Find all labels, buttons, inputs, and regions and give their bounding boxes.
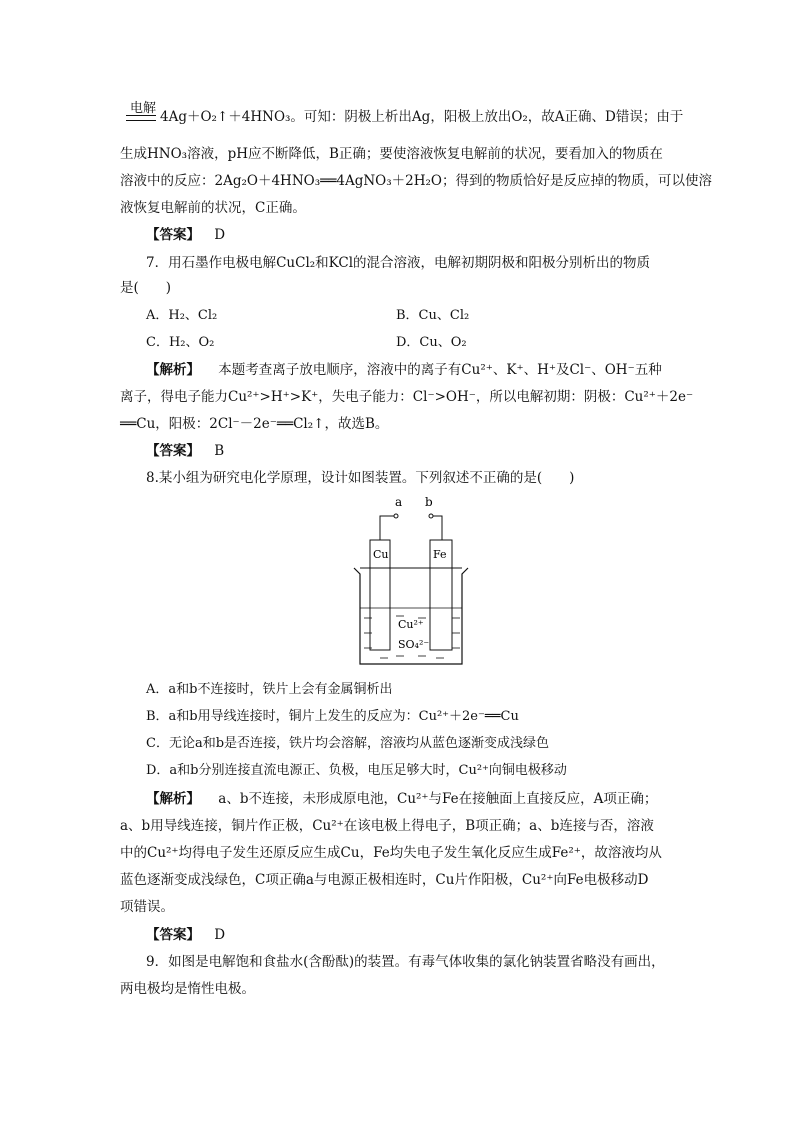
terminal-b: [429, 514, 433, 518]
wire-a: [380, 516, 394, 540]
fe-label: Fe: [433, 548, 447, 561]
question-stem: 9．如图是电解饱和食盐水(含酚酞)的装置。有毒气体收集的氯化钠装置省略没有画出，: [146, 954, 665, 970]
cu-label: Cu: [373, 548, 389, 561]
text-line: 液恢复电解前的状况，C正确。: [120, 200, 306, 216]
analysis-text: a、b用导线连接，铜片作正极，Cu²⁺在该电极上得电子，B项正确；a、b连接与否，溶液: [120, 818, 654, 834]
answer-line: [146, 926, 706, 944]
option-a: A．H₂、Cl₂: [146, 308, 218, 323]
analysis-tag: 【解析】: [146, 362, 200, 378]
analysis-text: a、b不连接，未形成原电池，Cu²⁺与Fe在接触面上直接反应，A项正确；: [218, 791, 658, 807]
analysis-text: 离子，得电子能力Cu²⁺>H⁺>K⁺，失电子能力：Cl⁻>OH⁻，所以电解初期：阴极：Cu²⁺＋2e⁻: [120, 389, 694, 405]
wire-b: [433, 516, 442, 540]
text-line: 4Ag＋O₂↑＋4HNO₃。可知：阴极上析出Ag，阳极上放出O₂，故A正确、D错误；由于: [160, 109, 684, 125]
option-c: C．无论a和b是否连接，铁片均会溶解，溶液均从蓝色逐渐变成浅绿色: [146, 736, 550, 751]
electrolysis-condition-label: 电解: [130, 101, 157, 116]
option-c: C．H₂、O₂: [146, 335, 215, 350]
question-stem: 两电极均是惰性电极。: [120, 981, 255, 997]
ion-so4-label: SO₄²⁻: [398, 638, 430, 651]
answer-value: D: [214, 227, 226, 243]
answer-value: B: [214, 443, 225, 459]
analysis-text: 本题考查离子放电顺序，溶液中的离子有Cu²⁺、K⁺、H⁺及Cl⁻、OH⁻五种: [218, 362, 662, 378]
text-line: 生成HNO₃溶液，pH应不断降低，B正确；要使溶液恢复电解前的状况，要看加入的物质在: [120, 146, 663, 162]
analysis-tag: 【解析】: [146, 791, 200, 807]
answer-line: [146, 226, 706, 244]
equation-double-bar: [126, 115, 156, 121]
terminal-a: [394, 514, 398, 518]
answer-value: D: [214, 927, 226, 943]
option-b: B．Cu、Cl₂: [396, 308, 470, 323]
option-d: D．a和b分别连接直流电源正、负极，电压足够大时，Cu²⁺向铜电极移动: [146, 763, 567, 778]
answer-line: [146, 442, 706, 460]
analysis-text: 项错误。: [120, 899, 174, 915]
option-d: D．Cu、O₂: [396, 335, 467, 350]
analysis-text: 中的Cu²⁺均得电子发生还原反应生成Cu，Fe均失电子发生氧化反应生成Fe²⁺，故溶液均从: [120, 845, 662, 861]
electrolysis-cell-diagram: [340, 488, 480, 678]
answer-tag: 【答案】: [146, 227, 200, 243]
analysis-line: [146, 790, 706, 808]
analysis-line: [146, 361, 706, 379]
analysis-text: ══Cu，阳极：2Cl⁻－2e⁻══Cl₂↑，故选B。: [120, 416, 389, 432]
terminal-a-label: a: [395, 495, 403, 509]
option-b: B．a和b用导线连接时，铜片上发生的反应为：Cu²⁺＋2e⁻══Cu: [146, 709, 519, 724]
answer-tag: 【答案】: [146, 927, 200, 943]
option-a: A．a和b不连接时，铁片上会有金属铜析出: [146, 682, 393, 697]
question-stem: 7．用石墨作电极电解CuCl₂和KCl的混合溶液，电解初期阴极和阳极分别析出的物质: [146, 255, 651, 271]
answer-tag: 【答案】: [146, 443, 200, 459]
analysis-text: 蓝色逐渐变成浅绿色，C项正确a与电源正极相连时，Cu片作阳极，Cu²⁺向Fe电极移动D: [120, 872, 649, 888]
question-stem: 是( ): [120, 280, 172, 296]
question-stem: 8.某小组为研究电化学原理，设计如图装置。下列叙述不正确的是( ): [146, 470, 575, 486]
ion-cu2plus-label: Cu²⁺: [398, 618, 424, 631]
terminal-b-label: b: [425, 495, 433, 509]
text-line: 溶液中的反应：2Ag₂O＋4HNO₃══4AgNO₃＋2H₂O；得到的物质恰好是反应掉的物质，可以使溶: [120, 173, 712, 189]
